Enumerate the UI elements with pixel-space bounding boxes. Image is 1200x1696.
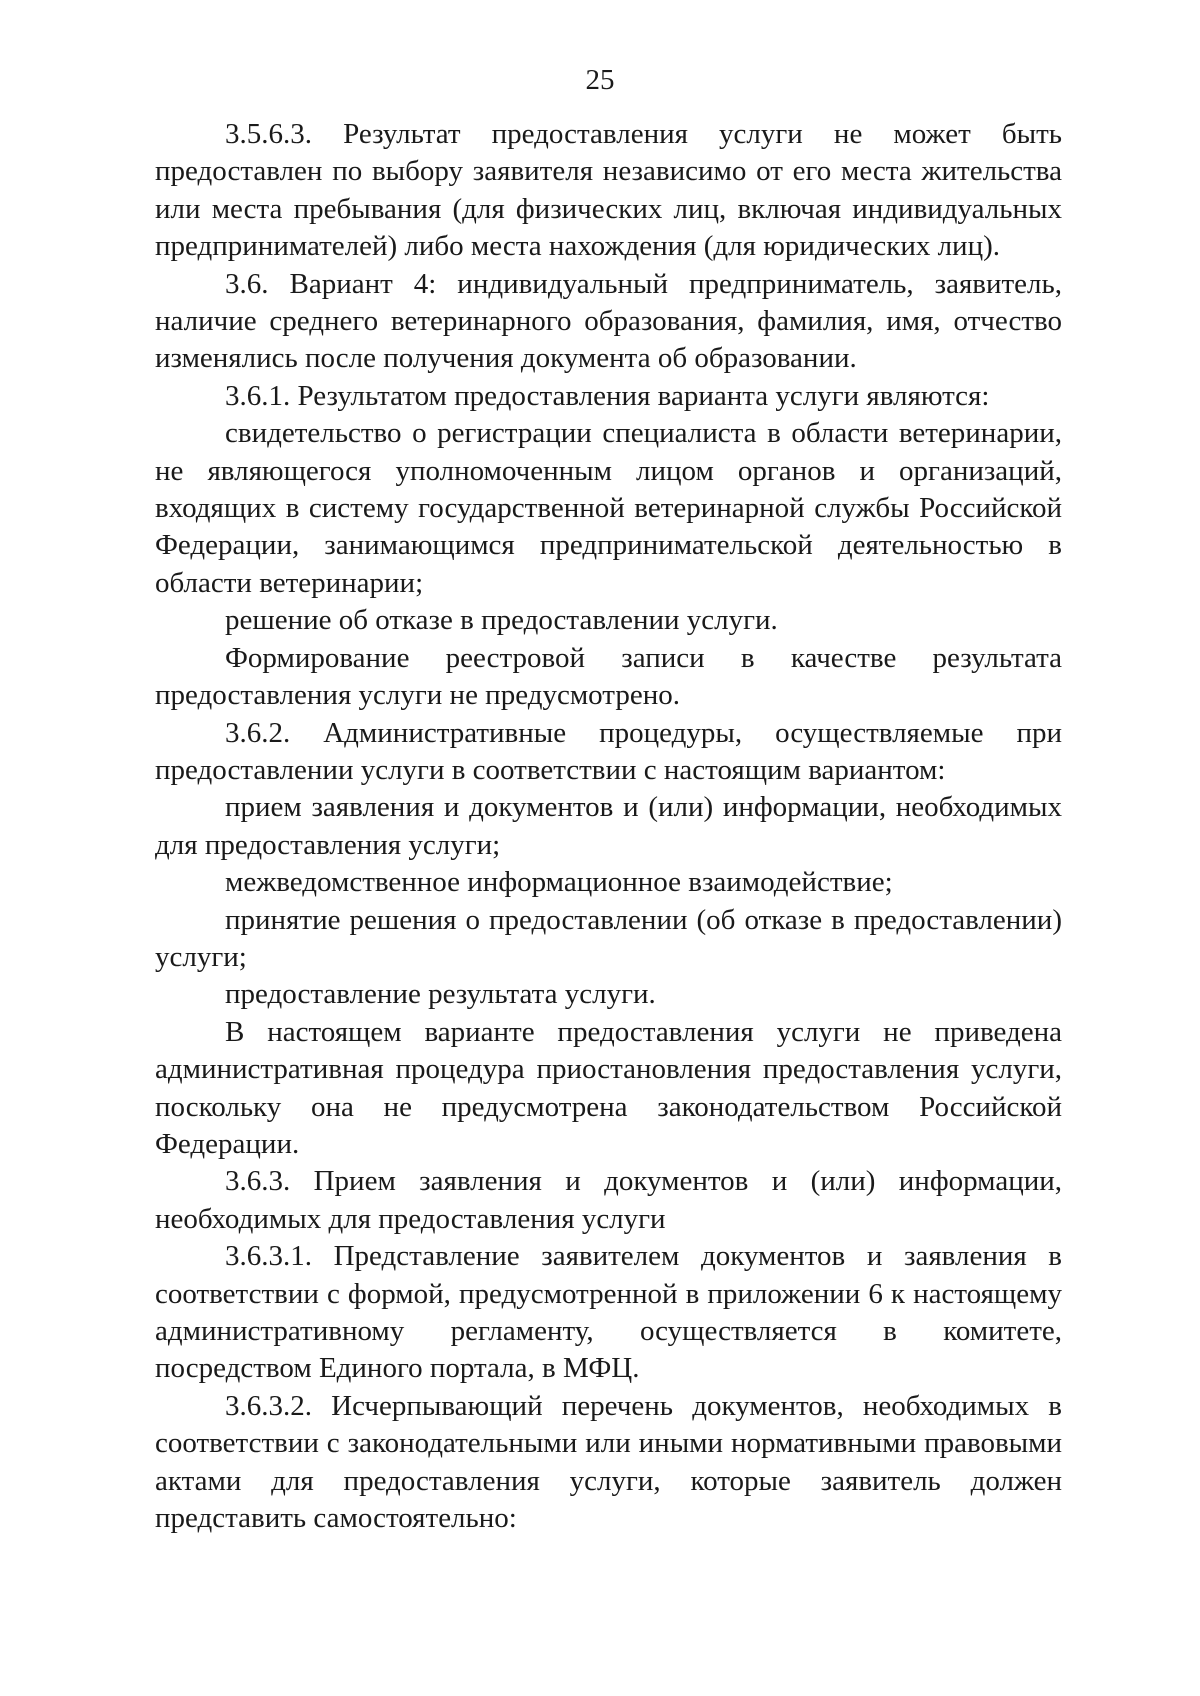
- paragraph-refusal-decision: решение об отказе в предоставлении услуги.: [225, 604, 778, 637]
- paragraph-3-5-6-3: 3.5.6.3. Результат предоставления услуги не может быть предоставлен по выбору заявителя независимо от его места жительства или места пребывания (для физических лиц, включая индивидуальных предпринимателей) либо места нахождения (для юридических лиц).: [155, 118, 1062, 263]
- paragraph-procedure-interagency: межведомственное информационное взаимодействие;: [225, 866, 893, 899]
- paragraph-no-suspension: В настоящем варианте предоставления услуги не приведена административная процедура приостановления предоставления услуги, поскольку она не предусмотрена законодательством Российской Федерации.: [155, 1015, 1062, 1160]
- paragraph-3-6-3-2: 3.6.3.2. Исчерпывающий перечень документов, необходимых в соответствии с законодательными или иными нормативными правовыми актами для предоставления услуги, которые заявитель должен представить самостоятельно:: [155, 1389, 1062, 1535]
- paragraph-3-6-variant-4: 3.6. Вариант 4: индивидуальный предприниматель, заявитель, наличие среднего ветеринарного образования, фамилия, имя, отчество изменялись после получения документа об образовании.: [155, 267, 1062, 375]
- paragraph-procedure-result: предоставление результата услуги.: [225, 978, 656, 1011]
- paragraph-3-6-3-1: 3.6.3.1. Представление заявителем документов и заявления в соответствии с формой, предусмотренной в приложении 6 к настоящему административному регламенту, осуществляется в комитете, посредством Единого портала, в МФЦ.: [155, 1240, 1062, 1385]
- document-body: [155, 116, 1062, 1537]
- paragraph-3-6-2: 3.6.2. Административные процедуры, осуществляемые при предоставлении услуги в соответствии с настоящим вариантом:: [155, 716, 1062, 786]
- paragraph-3-6-1: 3.6.1. Результатом предоставления варианта услуги являются:: [225, 379, 990, 412]
- paragraph-registry-record: Формирование реестровой записи в качестве результата предоставления услуги не предусмотрено.: [155, 641, 1062, 712]
- paragraph-procedure-reception: прием заявления и документов и (или) информации, необходимых для предоставления услуги;: [155, 791, 1062, 861]
- paragraph-certificate: свидетельство о регистрации специалиста в области ветеринарии, не являющегося уполномоченным лицом органов и организаций, входящих в систему государственной ветеринарной службы Российской Федерации, занимающимся предпринимательской деятельностью в области ветеринарии;: [155, 417, 1062, 599]
- page-number: 25: [585, 64, 615, 96]
- paragraph-procedure-decision: принятие решения о предоставлении (об отказе в предоставлении) услуги;: [155, 903, 1062, 973]
- paragraph-3-6-3: 3.6.3. Прием заявления и документов и (или) информации, необходимых для предоставления услуги: [155, 1165, 1062, 1235]
